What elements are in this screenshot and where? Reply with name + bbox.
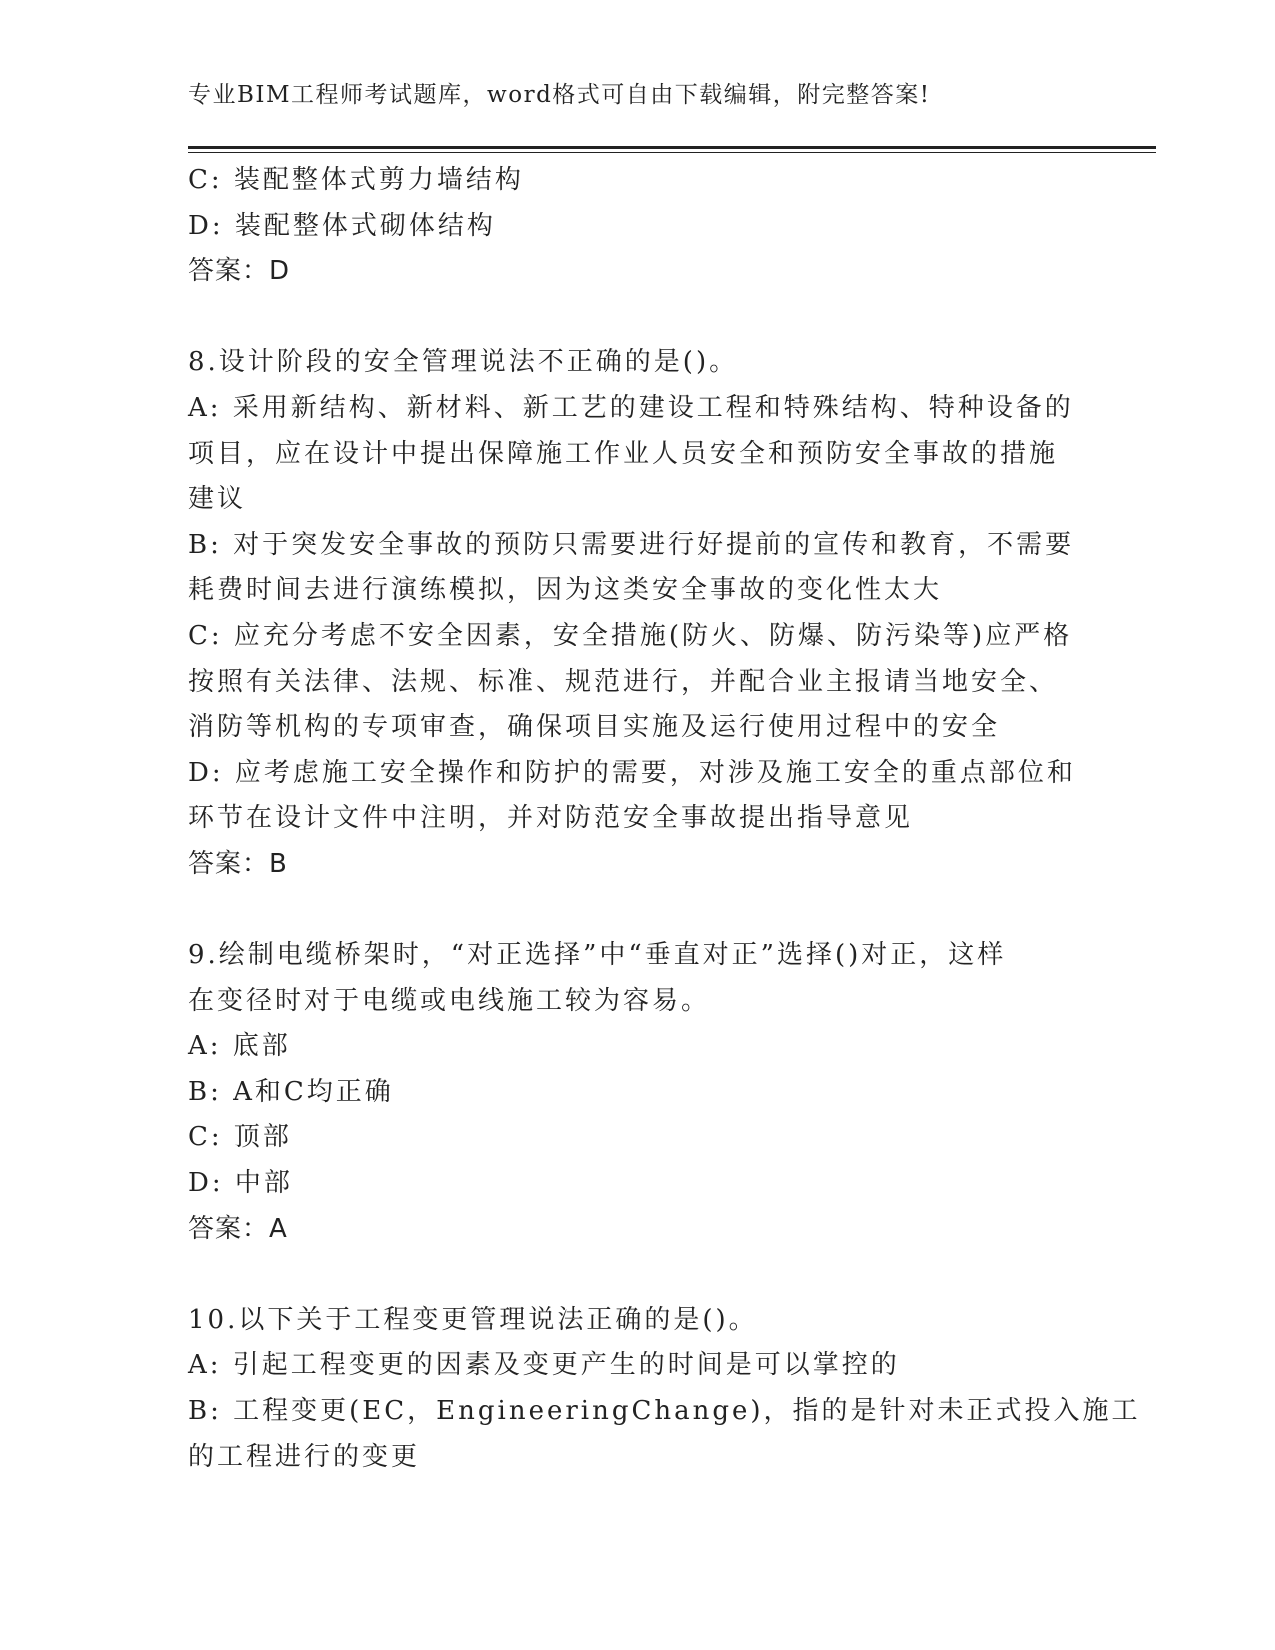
answer-line: 答案：B (188, 848, 288, 879)
question-stem: 8.设计阶段的安全管理说法不正确的是()。 (188, 347, 739, 378)
option-line: A: 底部 (188, 1031, 291, 1062)
block-spacer (188, 888, 1088, 934)
option-line: B: 对于突发安全事故的预防只需要进行好提前的宣传和教育，不需要 (188, 529, 1075, 560)
block-spacer (188, 1252, 1088, 1298)
header-rule-thin (188, 152, 1156, 153)
option-line: 按照有关法律、法规、标准、规范进行，并配合业主报请当地安全、 (188, 666, 1059, 697)
page-header: 专业BIM工程师考试题库，word格式可自由下载编辑，附完整答案! (188, 82, 931, 108)
option-line: 项目，应在设计中提出保障施工作业人员安全和预防安全事故的措施 (188, 438, 1059, 469)
question-stem: 9.绘制电缆桥架时，“对正选择”中“垂直对正”选择()对正，这样 (188, 940, 1007, 971)
option-line: C: 顶部 (188, 1122, 292, 1153)
option-line: 建议 (188, 484, 247, 515)
option-line: D: 应考虑施工安全操作和防护的需要，对涉及施工安全的重点部位和 (188, 757, 1076, 788)
question-block-8 (188, 340, 1088, 887)
question-block-9 (188, 933, 1088, 1252)
question-stem: 在变径时对于电缆或电线施工较为容易。 (188, 985, 711, 1016)
option-line: A: 引起工程变更的因素及变更产生的时间是可以掌控的 (188, 1350, 900, 1381)
question-block-10 (188, 1298, 1141, 1480)
option-line: C: 装配整体式剪力墙结构 (188, 165, 524, 195)
option-line: B: 工程变更(EC，EngineeringChange)，指的是针对未正式投入施工 (188, 1396, 1141, 1427)
question-block-7 (188, 158, 1088, 295)
option-line: A: 采用新结构、新材料、新工艺的建设工程和特殊结构、特种设备的 (188, 392, 1074, 423)
option-line: D: 装配整体式砌体结构 (188, 210, 496, 241)
question-stem: 10.以下关于工程变更管理说法正确的是()。 (188, 1304, 758, 1335)
option-line: 环节在设计文件中注明，并对防范安全事故提出指导意见 (188, 803, 914, 834)
header-rule-thick (188, 146, 1156, 149)
answer-line: 答案：D (188, 256, 291, 287)
option-line: D: 中部 (188, 1168, 293, 1199)
option-line: 的工程进行的变更 (188, 1441, 421, 1472)
block-spacer (188, 295, 1088, 341)
option-line: B: A和C均正确 (188, 1076, 394, 1107)
option-line: 消防等机构的专项审查，确保项目实施及运行使用过程中的安全 (188, 712, 1001, 743)
answer-line: 答案：A (188, 1213, 288, 1244)
question-content (188, 158, 1141, 1480)
option-line: C: 应充分考虑不安全因素，安全措施(防火、防爆、防污染等)应严格 (188, 620, 1073, 651)
option-line: 耗费时间去进行演练模拟，因为这类安全事故的变化性太大 (188, 575, 943, 606)
